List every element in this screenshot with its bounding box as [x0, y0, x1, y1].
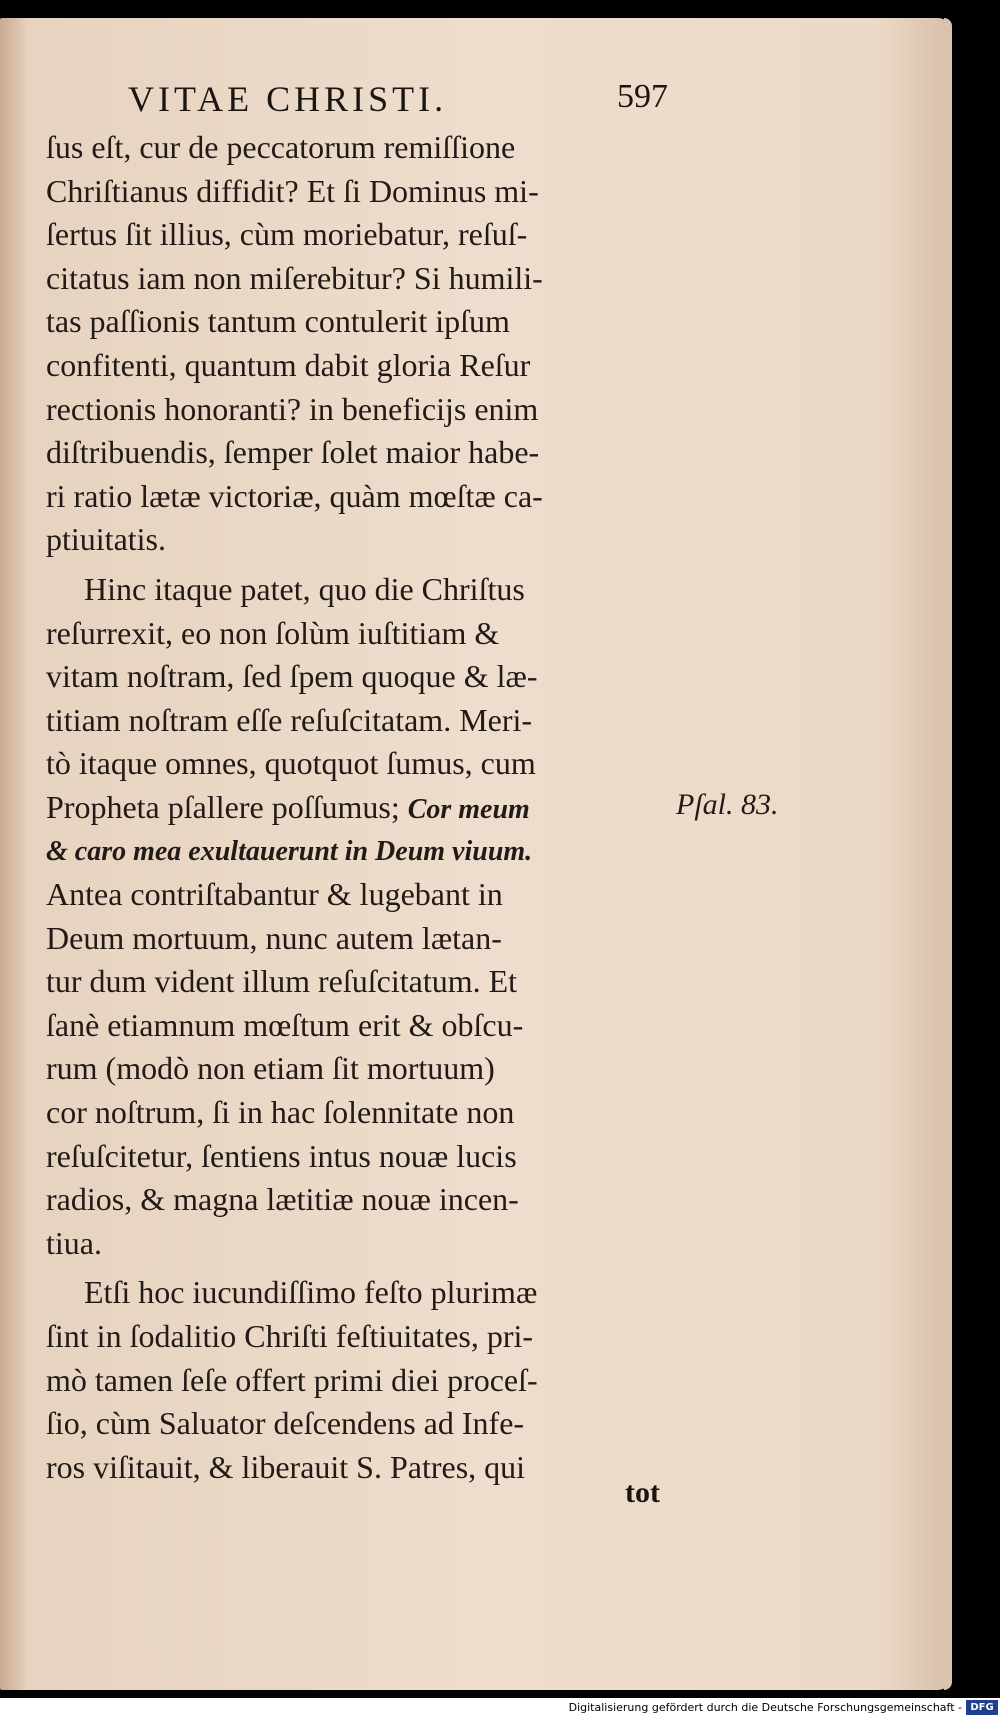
- text-line: tur dum vident illum reſuſcitatum. Et: [46, 963, 518, 1000]
- page-header: [128, 78, 668, 128]
- text-line: Hinc itaque patet, quo die Chriſtus: [84, 570, 525, 607]
- scripture-quote: & caro mea exultauerunt in Deum viuum.: [46, 835, 533, 867]
- text-line: tò itaque omnes, quotquot ſumus, cum: [46, 745, 536, 782]
- text-line: titiam noſtram eſſe reſuſcitatam. Meri-: [46, 701, 533, 738]
- running-head: VITAE CHRISTI.: [128, 79, 448, 119]
- catchword: tot: [625, 1476, 660, 1509]
- text-line: diſtribuendis, ſemper ſolet maior habe-: [46, 434, 540, 471]
- text-line: [46, 786, 666, 830]
- text-line: tiua.: [46, 1224, 102, 1261]
- footer-credit: Digitalisierung gefördert durch die Deutsche Forschungsgemeinschaft -: [568, 1701, 962, 1714]
- text-line: ſertus ſit illius, cùm moriebatur, reſuſ-: [46, 216, 528, 253]
- text-line: ri ratio lætæ victoriæ, quàm mœſtæ ca-: [46, 477, 543, 514]
- text-line: rum (modò non etiam ſit mortuum): [46, 1050, 495, 1087]
- text-line: ſanè etiamnum mœſtum erit & obſcu-: [46, 1006, 524, 1043]
- text-line: Antea contriſtabantur & lugebant in: [46, 876, 503, 913]
- text-line: ros viſitauit, & liberauit S. Patres, qui: [46, 1448, 526, 1485]
- page-number: 597: [617, 78, 668, 115]
- body-text: [46, 126, 666, 1489]
- text-line: cor noſtrum, ſi in hac ſolennitate non: [46, 1094, 515, 1131]
- text-line: mò tamen ſeſe offert primi diei proceſ-: [46, 1361, 538, 1398]
- text-line: ſio, cùm Saluator deſcendens ad Infe-: [46, 1405, 525, 1442]
- margin-note: Pſal. 83.: [676, 788, 779, 821]
- page-edge: [944, 18, 952, 1690]
- text-line: Chriſtianus diffidit? Et ſi Dominus mi-: [46, 172, 539, 209]
- text-line: reſurrexit, eo non ſolùm iuſtitiam &: [46, 614, 500, 651]
- text-line: Etſi hoc iucundiſſimo feſto plurimæ: [84, 1274, 538, 1311]
- text-line: rectionis honoranti? in beneficijs enim: [46, 390, 539, 427]
- text-line: ſus eſt, cur de peccatorum remiſſione: [46, 129, 516, 165]
- text-line: confitenti, quantum dabit gloria Reſur: [46, 346, 531, 383]
- text-segment: Propheta pſallere poſſumus;: [46, 788, 408, 825]
- text-line: reſuſcitetur, ſentiens intus nouæ lucis: [46, 1137, 517, 1174]
- text-line: radios, & magna lætitiæ nouæ incen-: [46, 1181, 519, 1218]
- footer-bar: [0, 1698, 1000, 1718]
- scripture-quote: Cor meum: [407, 793, 530, 825]
- text-line: ptiuitatis.: [46, 521, 166, 558]
- text-line: ſint in ſodalitio Chriſti feſtiuitates, pri-: [46, 1318, 534, 1355]
- text-line: vitam noſtram, ſed ſpem quoque & læ-: [46, 658, 538, 695]
- text-line: citatus iam non miſerebitur? Si humili-: [46, 259, 543, 296]
- dfg-logo-icon: DFG: [966, 1700, 998, 1715]
- text-line: Deum mortuum, nunc autem lætan-: [46, 919, 502, 956]
- text-line: tas paſſionis tantum contulerit ipſum: [46, 303, 510, 340]
